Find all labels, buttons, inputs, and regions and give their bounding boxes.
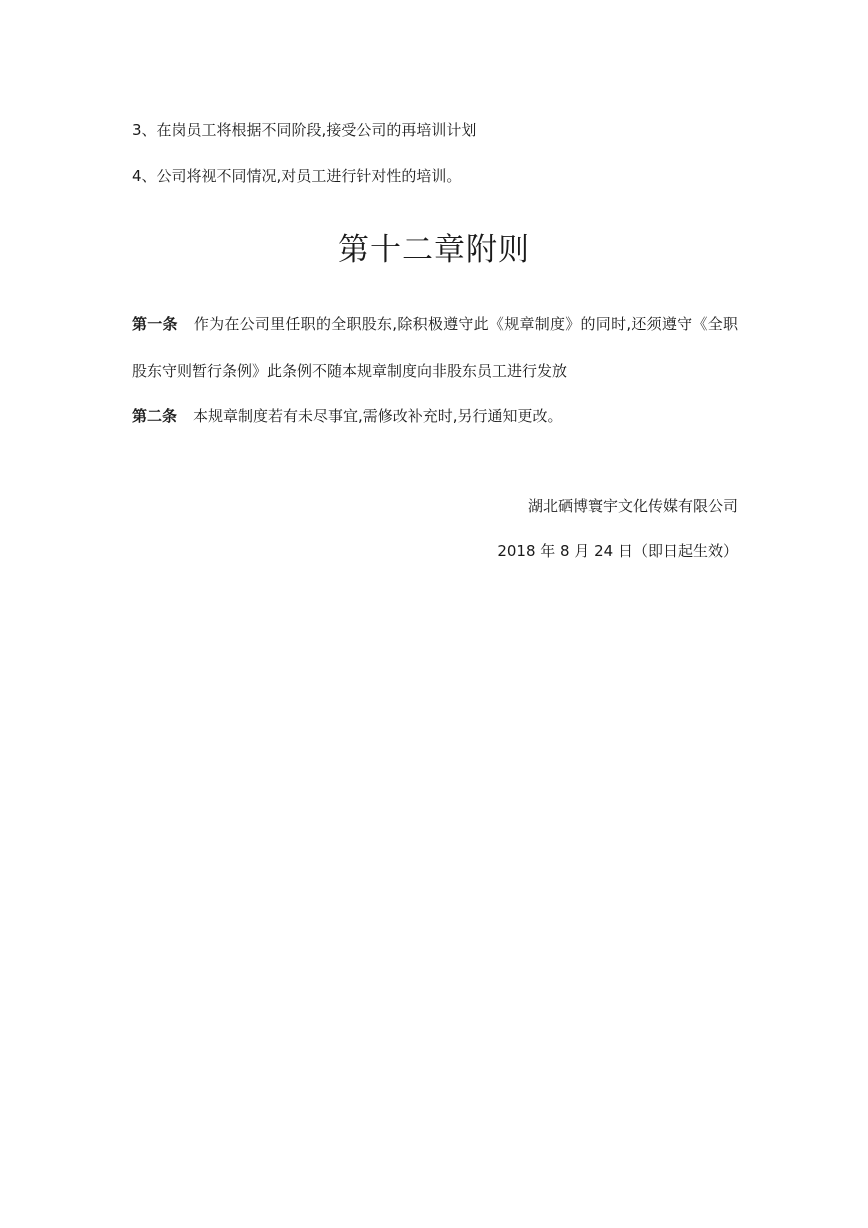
list-item: 4、公司将视不同情况,对员工进行针对性的培训。 xyxy=(132,167,462,185)
article-label: 第二条 xyxy=(132,407,178,425)
article-text: 本规章制度若有未尽事宜,需修改补充时,另行通知更改。 xyxy=(193,407,563,425)
chapter-title: 第十二章附则 xyxy=(338,232,530,268)
article-text: 作为在公司里任职的全职股东,除积极遵守此《规章制度》的同时,还须遵守《全职股东守则暂行条例》此条例不随本规章制度向非股东员工进行发放 xyxy=(132,315,738,380)
article-label: 第一条 xyxy=(132,315,178,333)
effective-date: 2018 年 8 月 24 日（即日起生效） xyxy=(497,542,738,560)
company-name: 湖北硒博寰宇文化传媒有限公司 xyxy=(527,497,738,515)
article-2 xyxy=(132,393,738,440)
article-1 xyxy=(132,301,738,395)
list-item: 3、在岗员工将根据不同阶段,接受公司的再培训计划 xyxy=(132,121,477,139)
